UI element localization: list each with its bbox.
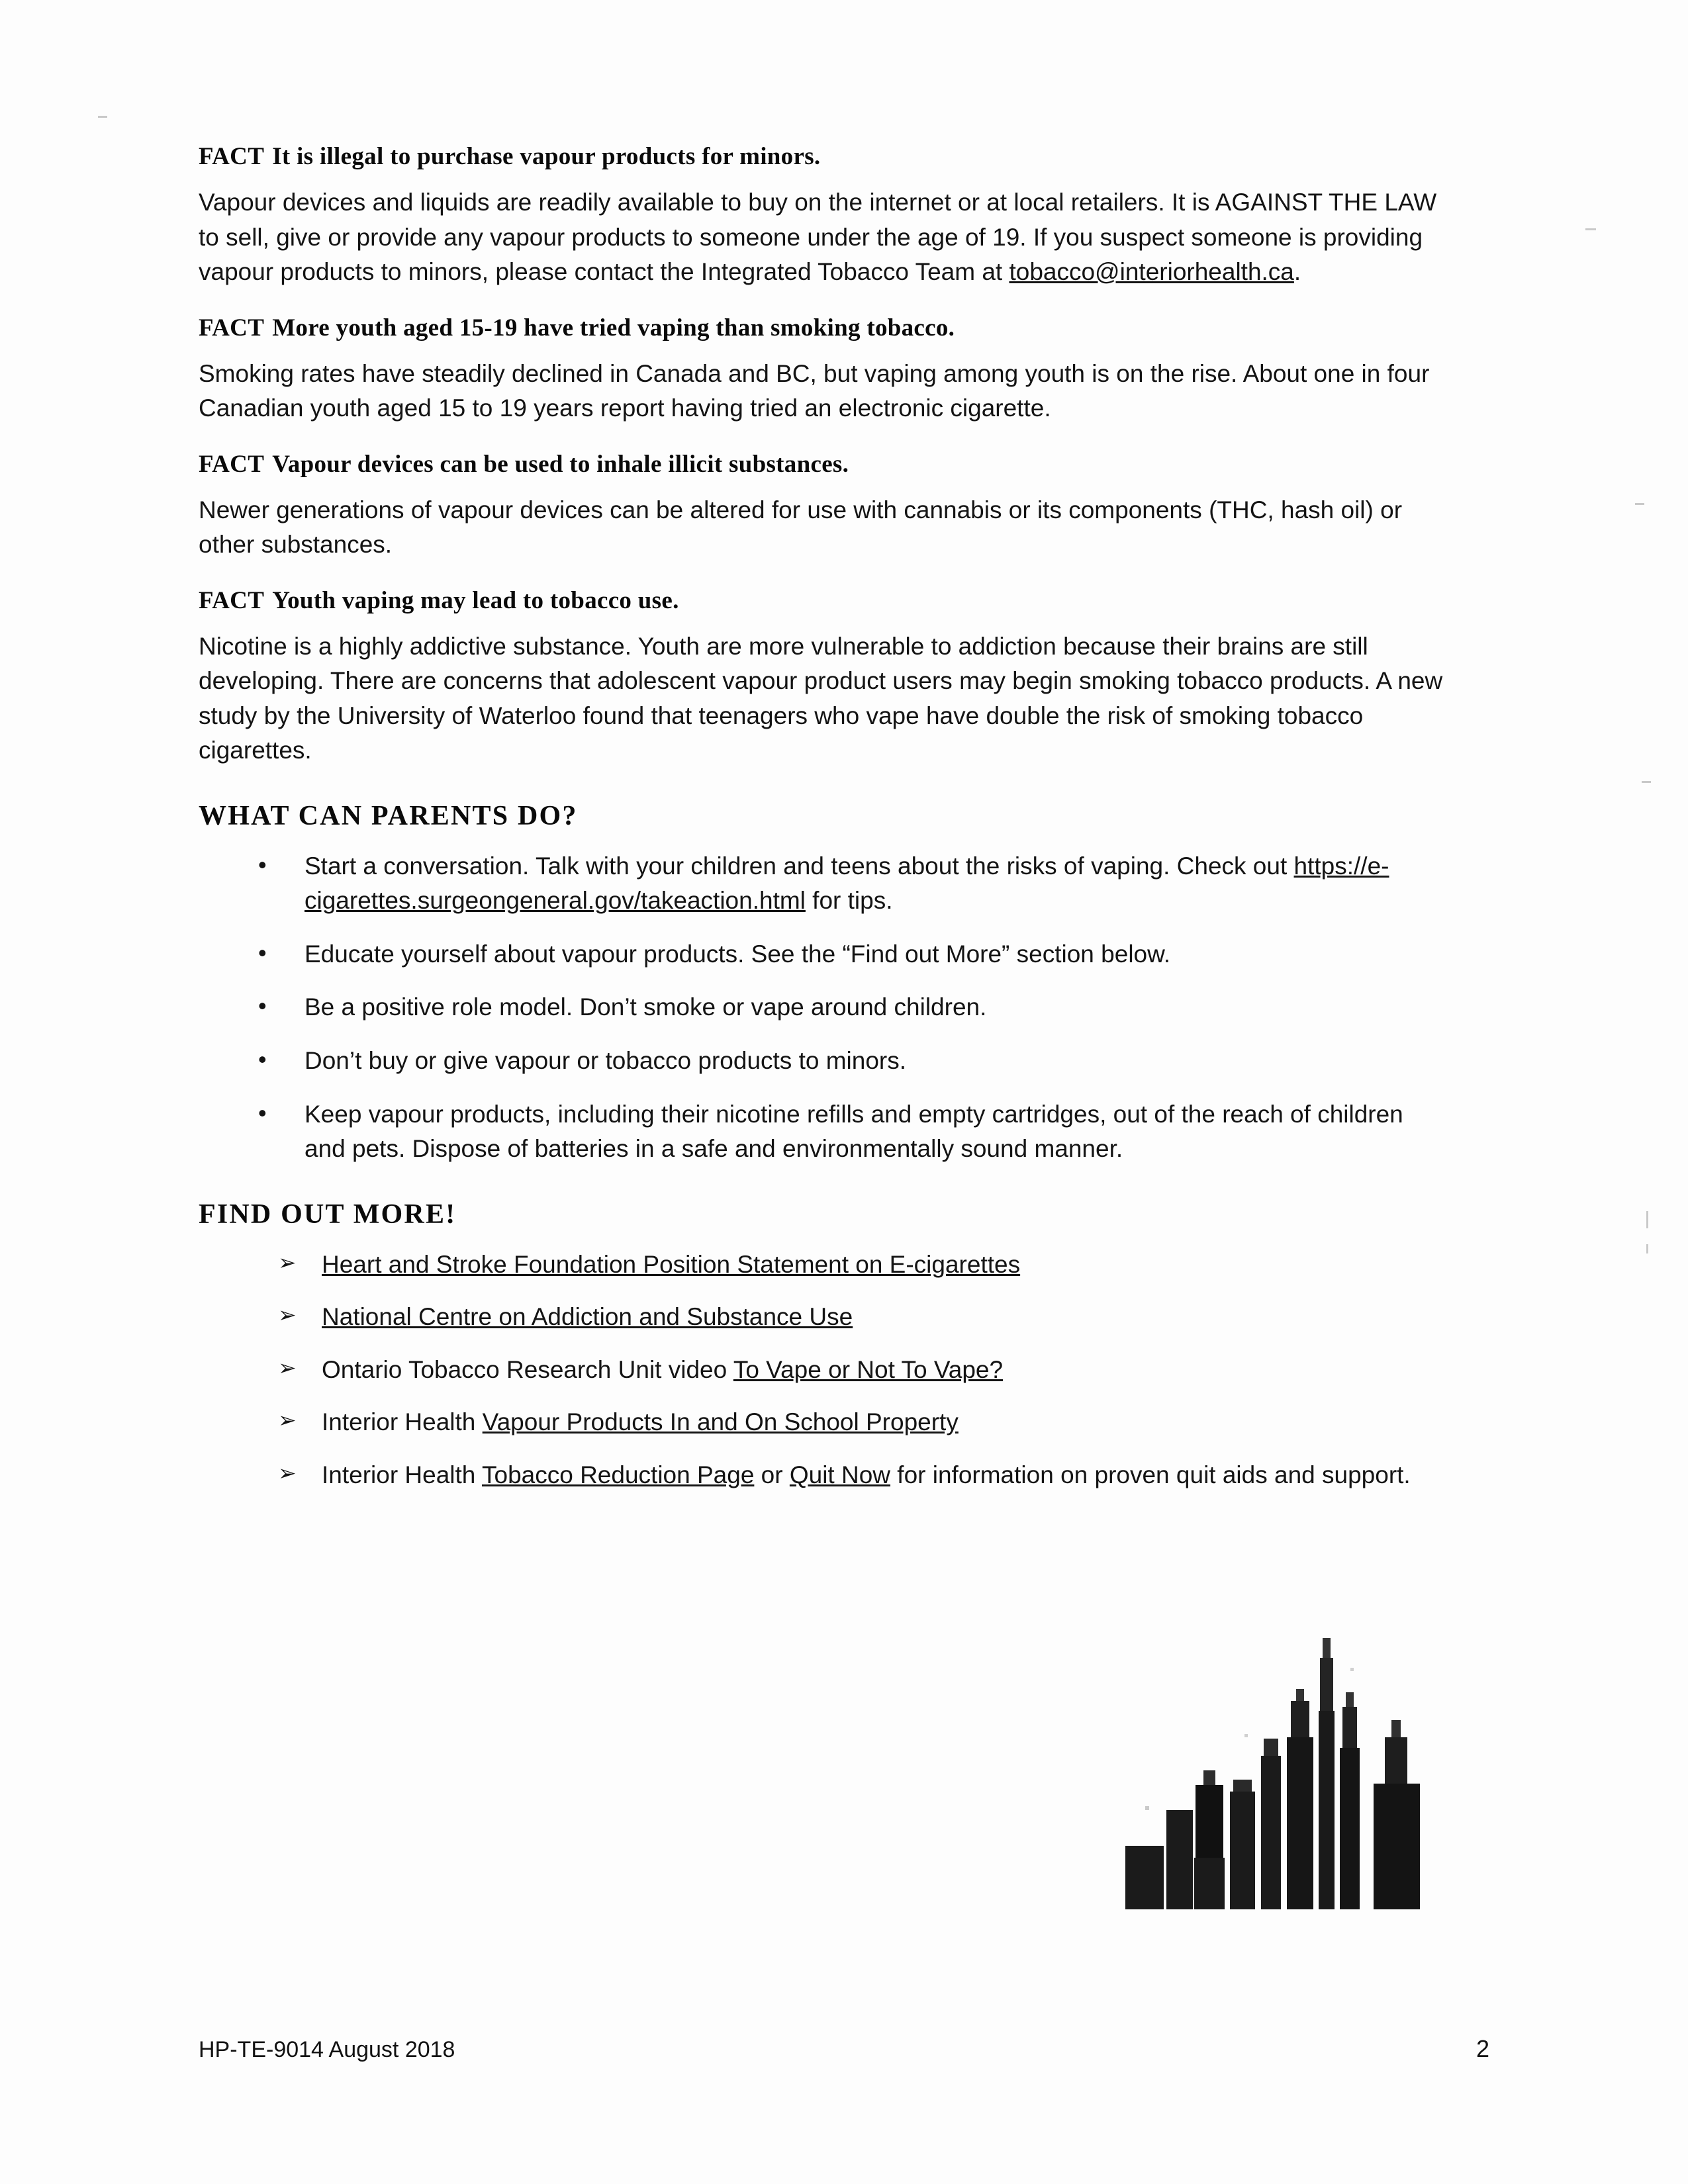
fact-heading-3 [199,450,1443,478]
list-item [278,1353,1443,1388]
list-item [258,849,1443,919]
arrow-bullet-icon: ➢ [278,1408,297,1433]
scan-artifact [1642,781,1651,783]
bullet-icon: • [258,1045,267,1073]
fact-body-2: Smoking rates have steadily declined in Canada and BC, but vaping among youth is on the rise. About one in four Canadian youth aged 15 to 19 years report having tried an electronic cigarette. [199,359,1430,422]
resource-prefix: Ontario Tobacco Research Unit video [322,1355,733,1383]
list-item [278,1458,1443,1493]
bullet-icon: • [258,850,267,878]
fact-label-2: FACT [199,314,265,341]
resource-link-quit-now[interactable]: Quit Now [789,1461,891,1488]
page-footer [199,2035,1489,2063]
resource-prefix: Interior Health [322,1408,483,1436]
vape-devices-photo [1125,1612,1443,1909]
bullet-icon: • [258,938,267,966]
section-heading-parents: WHAT CAN PARENTS DO? [199,800,578,831]
fact-heading-4 [199,586,1443,615]
list-item-text: Start a conversation. Talk with your children and teens about the risks of vaping. Check out [305,852,1294,880]
bullet-icon: • [258,992,267,1020]
scan-artifact [1646,1244,1648,1253]
resource-link-school-property[interactable]: Vapour Products In and On School Property [482,1408,959,1436]
scan-artifact [1646,1211,1648,1228]
parents-list [199,849,1443,1167]
resource-link-tobacco-reduction[interactable]: Tobacco Reduction Page [482,1461,755,1488]
resource-link-national-centre[interactable]: National Centre on Addiction and Substance Use [322,1303,853,1331]
list-item [278,1300,1443,1335]
fact-heading-text-1: It is illegal to purchase vapour products for minors. [272,143,821,170]
resource-middle: or [754,1461,790,1488]
fact-heading-text-4: Youth vaping may lead to tobacco use. [272,586,679,614]
fact-label-3: FACT [199,450,265,478]
resource-link-to-vape-or-not[interactable]: To Vape or Not To Vape? [733,1355,1004,1383]
fact-heading-1 [199,142,1443,171]
list-item [278,1248,1443,1283]
resource-link-heart-stroke[interactable]: Heart and Stroke Foundation Position Statement on E-cigarettes [322,1250,1021,1278]
list-item [258,990,1443,1025]
list-item [258,1044,1443,1079]
fact-heading-2 [199,314,1443,342]
document-id: HP-TE-9014 August 2018 [199,2037,455,2062]
scan-artifact [1635,503,1644,505]
bullet-icon: • [258,1099,267,1126]
fact-body-3: Newer generations of vapour devices can be altered for use with cannabis or its components (THC, hash oil) or other substances. [199,496,1403,559]
resources-list [199,1248,1443,1493]
document-content [199,142,1443,1510]
list-item-text: Be a positive role model. Don’t smoke or vape around children. [305,993,987,1021]
fact-body-text-1b: . [1293,258,1301,286]
fact-heading-text-2: More youth aged 15-19 have tried vaping than smoking tobacco. [272,314,955,341]
resource-suffix: for information on proven quit aids and support. [890,1461,1411,1488]
list-item [258,937,1443,972]
email-link-tobacco[interactable]: tobacco@interiorhealth.ca [1009,258,1294,286]
list-item [258,1097,1443,1167]
fact-body-4: Nicotine is a highly addictive substance. Youth are more vulnerable to addiction because their brains are still developing. There are concerns that adolescent vapour product users may begin smoking tobacco products. A new study by the University of Waterloo found that teenagers who vape have double the risk of smoking tobacco cigarettes. [199,632,1443,764]
arrow-bullet-icon: ➢ [278,1460,297,1485]
page-number: 2 [1476,2035,1489,2062]
fact-body-text-1a: Vapour devices and liquids are readily available to buy on the internet or at local retailers. It is AGAINST THE LAW to sell, give or provide any vapour products to someone under the age of 19. If you suspect someone is providing vapour products to minors, please contact the Integrated Tobacco Team at [199,189,1437,286]
list-item-text: Keep vapour products, including their nicotine refills and empty cartridges, out of the reach of children and pets. Dispose of batteries in a safe and environmentally sound manner. [305,1100,1403,1163]
scan-artifact [1585,228,1596,230]
fact-label-4: FACT [199,586,265,614]
list-item-text-tail: for tips. [805,887,893,915]
fact-body-1 [199,185,1443,290]
arrow-bullet-icon: ➢ [278,1302,297,1328]
arrow-bullet-icon: ➢ [278,1250,297,1275]
list-item-text: Educate yourself about vapour products. See the “Find out More” section below. [305,940,1171,968]
fact-heading-text-3: Vapour devices can be used to inhale illicit substances. [272,450,849,478]
list-item-text: Don’t buy or give vapour or tobacco products to minors. [305,1046,907,1074]
list-item [278,1405,1443,1440]
external-link-surgeongeneral[interactable]: https://e-cigarettes.surgeongeneral.gov/takeaction.html [305,852,1389,915]
fact-label-1: FACT [199,143,265,170]
scan-artifact [98,116,107,118]
section-heading-find-out-more: FIND OUT MORE! [199,1199,457,1230]
arrow-bullet-icon: ➢ [278,1355,297,1380]
resource-prefix: Interior Health [322,1461,482,1488]
